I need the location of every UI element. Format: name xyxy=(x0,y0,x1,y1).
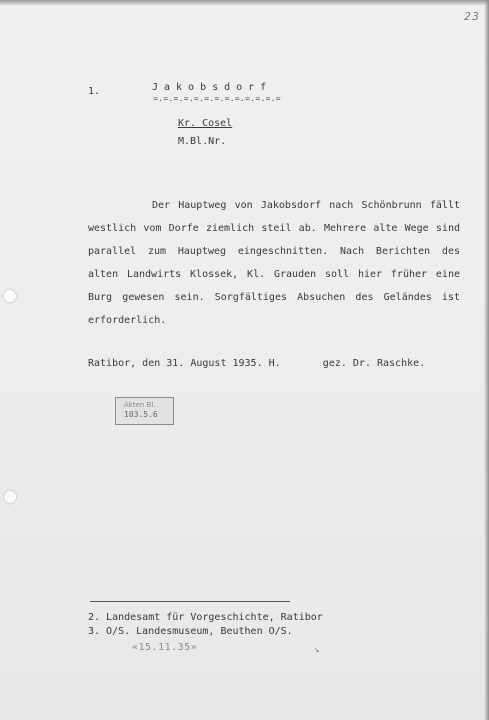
page-edge-shadow xyxy=(0,0,489,6)
archive-stamp xyxy=(115,397,174,425)
title-underline-decoration: =.=.=.=.=.=.=.=.=.=.=.=.= xyxy=(153,94,281,103)
distribution-line-3: 3. O/S. Landesmuseum, Beuthen O/S. xyxy=(88,626,293,637)
punch-hole xyxy=(4,491,16,503)
handwritten-mark: ↘ xyxy=(314,645,320,655)
distribution-line-2: 2. Landesamt für Vorgeschichte, Ratibor xyxy=(88,612,323,623)
body-text: Der Hauptweg von Jakobsdorf nach Schönbrunn fällt westlich vom Dorfe ziemlich steil ab. Mehrere alte Wege sind parallel zum Hauptweg eingeschnitten. Nach Berichten des alten Landwirts Klossek, Kl. Grauden soll hier früher eine Burg gewesen sein. Sorgfältiges Absuchen des Geländes ist erforderlich. xyxy=(88,200,460,326)
punch-hole xyxy=(4,290,16,302)
page-number: 23 xyxy=(464,10,480,23)
stamp-label: Akten Bl. xyxy=(124,401,156,409)
signature-line: Ratibor, den 31. August 1935. H. gez. Dr. Raschke. xyxy=(88,358,426,369)
district-label: Kr. Cosel xyxy=(178,118,233,129)
body-paragraph xyxy=(88,194,460,332)
map-reference: M.Bl.Nr. xyxy=(178,136,227,147)
stamp-number: 103.5.6 xyxy=(124,410,158,419)
page-edge-shadow xyxy=(484,0,489,720)
date-stamp: «15.11.35» xyxy=(132,642,198,653)
item-number: 1. xyxy=(88,86,101,97)
place-title: Jakobsdorf xyxy=(152,82,273,93)
footer-divider xyxy=(90,601,290,602)
